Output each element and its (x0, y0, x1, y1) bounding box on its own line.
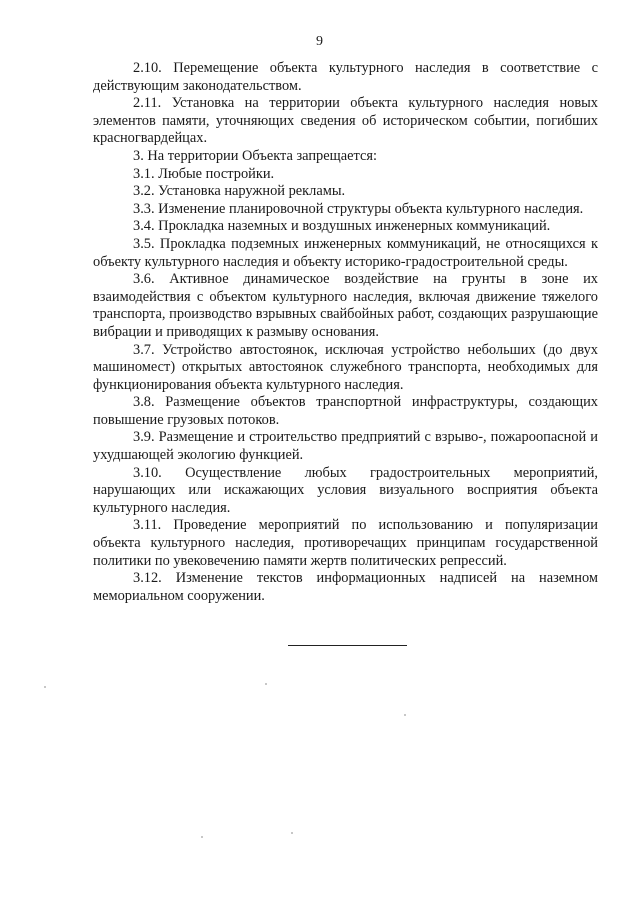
paragraph-3-2: 3.2. Установка наружной рекламы. (133, 183, 346, 200)
paragraph-3-10: 3.10. Осуществление любых градостроительных мероприятий, нарушающих или искажающих условия визуального восприятия объекта культурного наследия. (93, 464, 598, 516)
scan-speck (404, 714, 406, 716)
paragraph-3: 3. На территории Объекта запрещается: (133, 147, 377, 164)
paragraph-3-8: 3.8. Размещение объектов транспортной инфраструктуры, создающих повышение грузовых потоков. (93, 394, 598, 428)
paragraph-3-12: 3.12. Изменение текстов информационных надписей на наземном мемориальном сооружении. (93, 570, 598, 604)
paragraph-2-11: 2.11. Установка на территории объекта культурного наследия новых элементов памяти, уточняющих сведения об историческом событии, погибших красногвардейцах. (93, 95, 598, 147)
paragraph-3-11: 3.11. Проведение мероприятий по использованию и популяризации объекта культурного наследия, противоречащих принципам государственной политики по увековечению памяти жертв политических репрессий. (93, 517, 598, 569)
paragraph-3-9: 3.9. Размещение и строительство предприятий с взрыво-, пожароопасной и ухудшающей экологию функцией. (93, 429, 598, 464)
paragraph-3-5: 3.5. Прокладка подземных инженерных коммуникаций, не относящихся к объекту культурного наследия и объекту историко-градостроительной среды. (93, 235, 598, 270)
paragraph-3-1: 3.1. Любые постройки. (133, 165, 275, 182)
document-body (93, 60, 598, 605)
scan-speck (265, 683, 267, 685)
end-separator-line (288, 645, 407, 646)
scan-speck (44, 686, 46, 688)
paragraph-2-10: 2.10. Перемещение объекта культурного наследия в соответствие с действующим законодательством. (93, 60, 598, 94)
page-number: 9 (316, 34, 323, 49)
paragraph-3-7: 3.7. Устройство автостоянок, исключая устройство небольших (до двух машиномест) открытых автостоянок служебного транспорта, необходимых для функционирования объекта культурного наследия. (93, 341, 598, 393)
paragraph-3-6: 3.6. Активное динамическое воздействие на грунты в зоне их взаимодействия с объектом культурного наследия, включая движение тяжелого транспорта, производство взрывных свайбойных работ, создающих разрушающие вибрации и приводящих к размыву основания. (93, 271, 598, 340)
paragraph-3-3: 3.3. Изменение планировочной структуры объекта культурного наследия. (133, 200, 584, 217)
paragraph-3-4: 3.4. Прокладка наземных и воздушных инженерных коммуникаций. (133, 218, 551, 235)
scan-speck (201, 836, 203, 838)
scan-speck (291, 832, 293, 834)
